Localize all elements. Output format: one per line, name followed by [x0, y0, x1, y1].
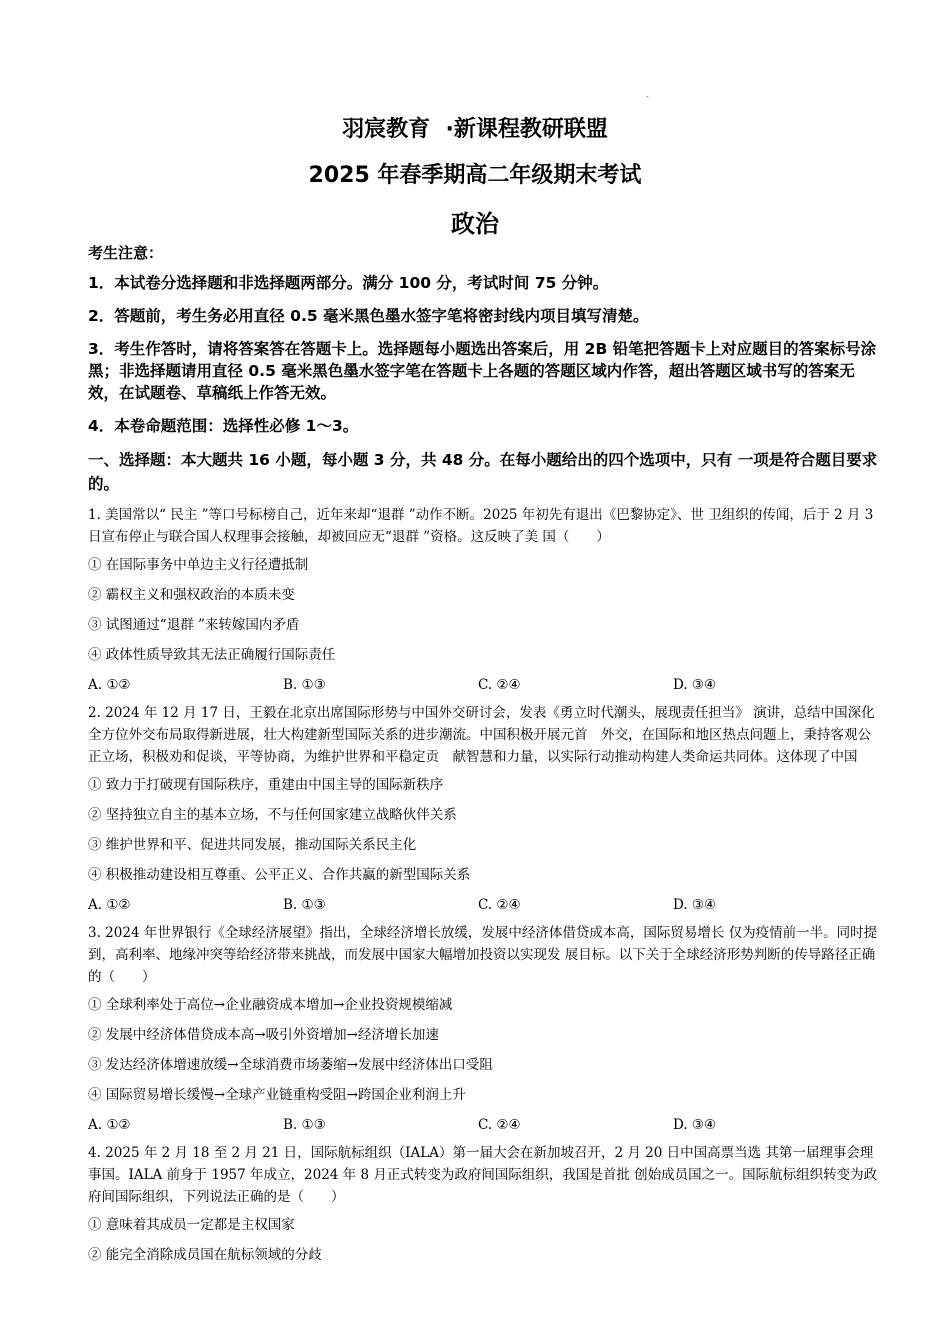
answer-choices	[88, 894, 878, 916]
choice-b: B. ①③	[283, 897, 326, 913]
answer-choices	[88, 1114, 878, 1136]
note-item: 1．本试卷分选择题和非选择题两部分。满分 100 分，考试时间 75 分钟。	[88, 274, 609, 292]
choice-b: B. ①③	[283, 1117, 326, 1133]
choice-a: A. ①②	[88, 1117, 131, 1133]
statement-option: ① 全球利率处于高位→企业融资成本增加→企业投资规模缩减	[88, 997, 453, 1013]
notes-heading: 考生注意：	[88, 244, 164, 262]
note-item: 3．考生作答时，请将答案答在答题卡上。选择题每小题选出答案后，用 2B 铅笔把答题卡上对应题目的答案标号涂黑；非选择题请用直径 0.5 毫米黑色墨水签字笔在答题卡上各题的答题区域内作答，超出答题区域书写的答案无效，在试题卷、草稿纸上作答无效。	[88, 340, 877, 402]
choice-b: B. ①③	[283, 677, 326, 693]
choice-d: D. ③④	[673, 1117, 717, 1133]
statement-option: ④ 国际贸易增长缓慢→全球产业链重构受阻→跨国企业利润上升	[88, 1087, 466, 1103]
exam-title: 2025 年春季期高二年级期末考试	[308, 163, 642, 188]
question-stem: 4. 2025 年 2 月 18 至 2 月 21 日，国际航标组织（IALA）第一届大会在新加坡召开，2 月 20 日中国高票当选 其第一届理事会理事国。IALA 前身于 1957 年成立，2024 年 8 月正式转变为政府间国际组织，我国是首批 创始成员国之一。国际航标组织转变为政府间国际组织，下列说法正确的是（ ）	[88, 1145, 878, 1205]
statement-option: ④ 政体性质导致其无法正确履行国际责任	[88, 647, 336, 663]
question-stem: 2. 2024 年 12 月 17 日，王毅在北京出席国际形势与中国外交研讨会，发表《勇立时代潮头，展现责任担当》 演讲，总结中国深化全方位外交布局取得新进展，壮大构建新型国际关系的进步潮流。中国积极开展元首 外交，在国际和地区热点问题上，秉持客观公正立场，积极劝和促谈，平等协商，为维护世界和平稳定贡 献智慧和力量，以实际行动推动构建人类命运共同体。这体现了中国	[88, 705, 875, 765]
organization-title: 羽宸教育 ·新课程教研联盟	[342, 117, 608, 142]
statement-option: ③ 维护世界和平、促进共同发展，推动国际关系民主化	[88, 837, 417, 853]
subject-title: 政治	[451, 210, 499, 238]
statement-option: ② 霸权主义和强权政治的本质未变	[88, 587, 295, 603]
page-mark: -	[646, 92, 649, 101]
choice-c: C. ②④	[478, 897, 521, 913]
choice-a: A. ①②	[88, 897, 131, 913]
statement-option: ① 致力于打破现有国际秩序，重建由中国主导的国际新秩序	[88, 777, 444, 793]
choice-c: C. ②④	[478, 1117, 521, 1133]
statement-option: ② 发展中经济体借贷成本高→吸引外资增加→经济增长加速	[88, 1027, 439, 1043]
statement-option: ④ 积极推动建设相互尊重、公平正义、合作共赢的新型国际关系	[88, 867, 471, 883]
statement-option: ② 能完全消除成员国在航标领域的分歧	[88, 1247, 322, 1263]
choice-d: D. ③④	[673, 897, 717, 913]
exam-content	[88, 242, 878, 1274]
choice-c: C. ②④	[478, 677, 521, 693]
statement-option: ① 在国际事务中单边主义行径遭抵制	[88, 557, 309, 573]
question-3	[88, 922, 878, 1136]
answer-choices	[88, 674, 878, 696]
question-4	[88, 1142, 878, 1266]
statement-option: ③ 试图通过“退群 ”来转嫁国内矛盾	[88, 617, 300, 633]
section-heading: 一、选择题：本大题共 16 小题，每小题 3 分，共 48 分。在每小题给出的四个选项中，只有 一项是符合题目要求的。	[88, 451, 878, 493]
choice-d: D. ③④	[673, 677, 717, 693]
question-2	[88, 702, 878, 916]
statement-option: ① 意味着其成员一定都是主权国家	[88, 1217, 295, 1233]
note-item: 2．答题前，考生务必用直径 0.5 毫米黑色墨水签字笔将密封线内项目填写清楚。	[88, 307, 649, 325]
note-item: 4．本卷命题范围：选择性必修 1～3。	[88, 417, 359, 435]
question-1	[88, 504, 878, 696]
choice-a: A. ①②	[88, 677, 131, 693]
question-stem: 3. 2024 年世界银行《全球经济展望》指出，全球经济增长放缓，发展中经济体借贷成本高，国际贸易增长 仅为疫情前一半。同时提到，高利率、地缘冲突等给经济带来挑战，而发展中国家大幅增加投资以实现发 展目标。以下关于全球经济形势判断的传导路径正确的（ ）	[88, 925, 878, 985]
question-stem: 1. 美国常以“ 民主 ”等口号标榜自己，近年来却“退群 ”动作不断。2025 年初先有退出《巴黎协定》、世 卫组织的传闻，后于 2 月 3 日宣布停止与联合国人权理事会接触，却被回应无“退群 ”资格。这反映了美 国（ ）	[88, 507, 878, 545]
statement-option: ② 坚持独立自主的基本立场，不与任何国家建立战略伙伴关系	[88, 807, 457, 823]
statement-option: ③ 发达经济体增速放缓→全球消费市场萎缩→发展中经济体出口受阻	[88, 1057, 493, 1073]
